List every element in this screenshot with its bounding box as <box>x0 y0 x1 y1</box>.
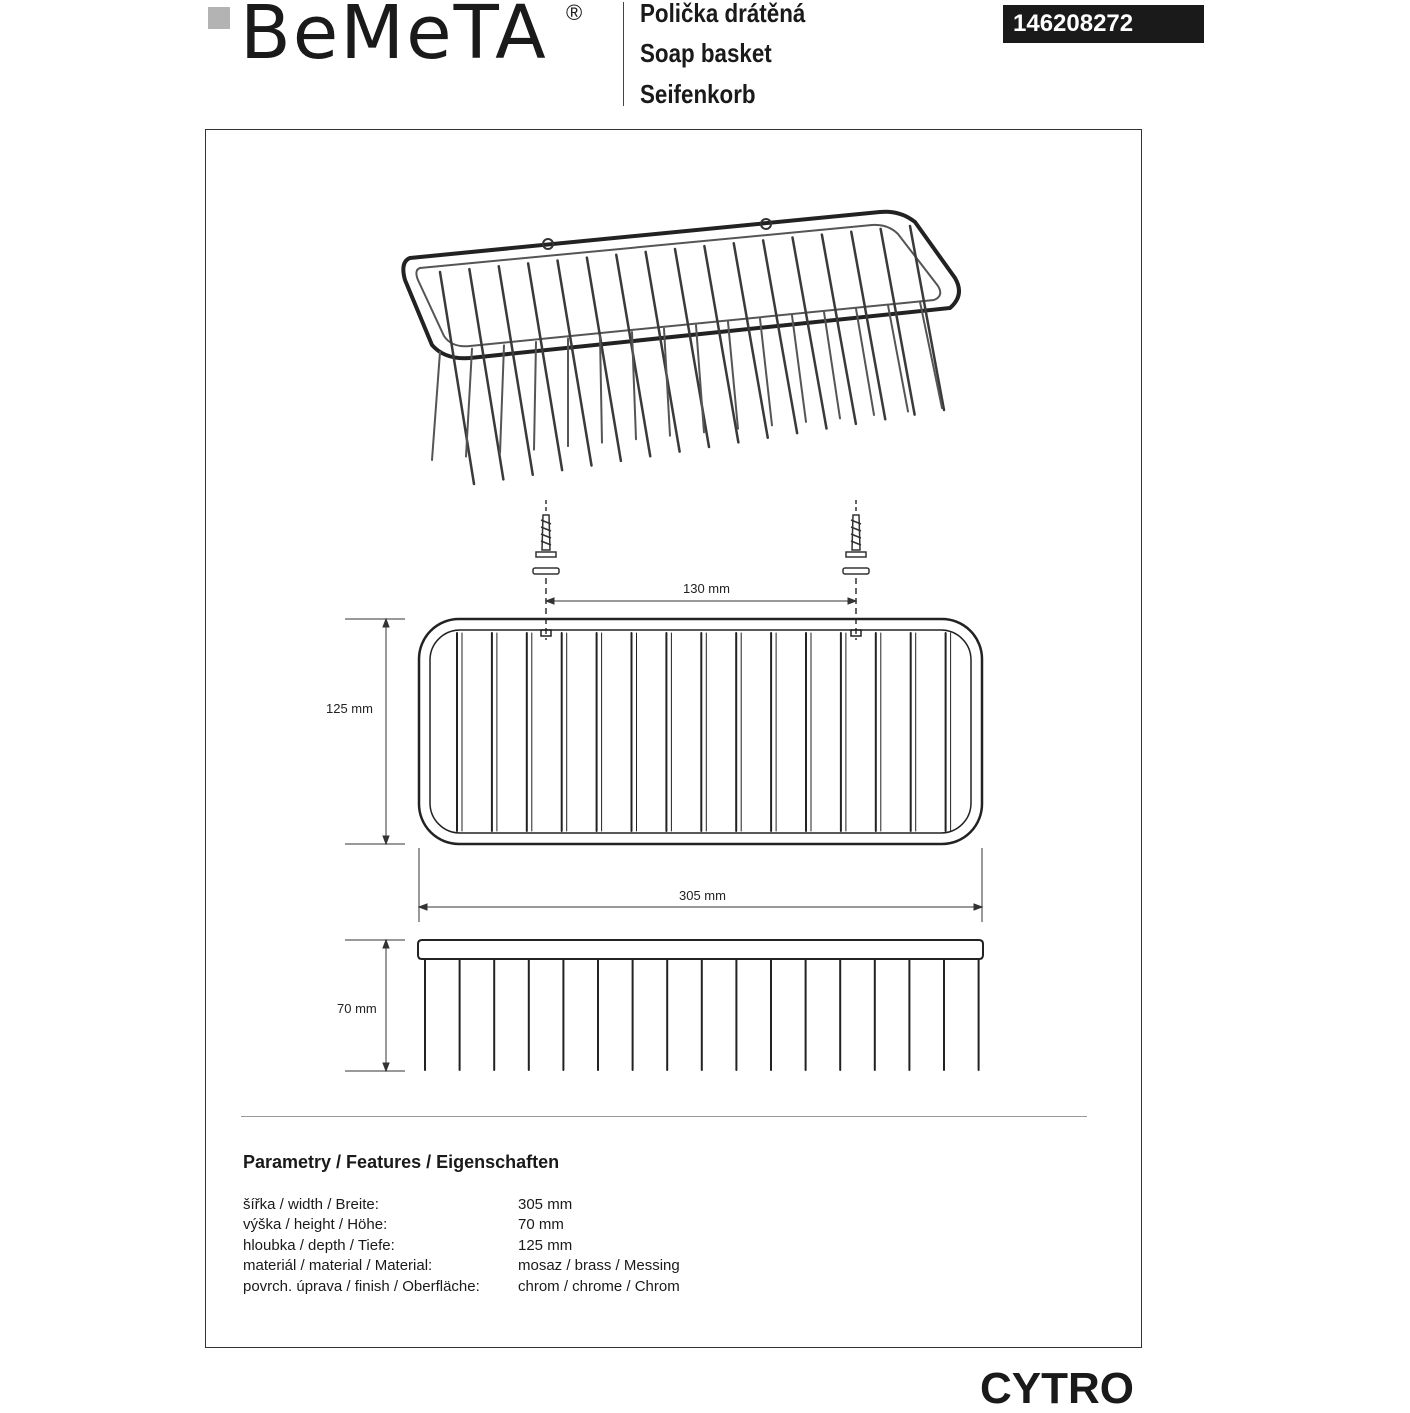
illustration-front-wire <box>534 342 536 450</box>
illustration-front-wire <box>792 315 806 422</box>
title-english: Soap basket <box>640 38 772 68</box>
illustration-front-wire <box>500 345 504 453</box>
dimension-130 <box>546 598 856 604</box>
brand-logo: BeMeTA <box>240 0 548 76</box>
title-czech: Polička drátěná <box>640 0 806 28</box>
illustration-front-wire <box>466 349 472 457</box>
illustration-wire <box>675 249 709 447</box>
feature-value: 125 mm <box>518 1237 573 1254</box>
dimension-label-130: 130 mm <box>683 581 730 596</box>
top-view <box>419 619 982 844</box>
dimension-125 <box>345 619 405 844</box>
illustration-wire <box>704 246 738 442</box>
illustration-wire <box>851 232 885 420</box>
illustration-wire <box>763 240 797 433</box>
feature-label: šířka / width / Breite: <box>243 1196 379 1213</box>
illustration-wire <box>881 229 915 415</box>
feature-value: 70 mm <box>518 1216 564 1233</box>
feature-value: mosaz / brass / Messing <box>518 1257 680 1274</box>
dimension-label-125: 125 mm <box>326 701 373 716</box>
title-german: Seifenkorb <box>640 79 756 109</box>
features-divider <box>241 1116 1087 1117</box>
product-code: 146208272 <box>1003 5 1204 43</box>
series-name: CYTRO <box>980 1364 1134 1413</box>
illustration-wire <box>793 238 827 429</box>
feature-value: 305 mm <box>518 1196 573 1213</box>
side-view <box>418 940 983 1070</box>
illustration-front-wire <box>856 309 874 415</box>
illustration-wire <box>440 272 474 484</box>
illustration-front-wire <box>920 302 942 408</box>
illustration-front-wire <box>664 329 670 436</box>
dimension-label-305: 305 mm <box>679 888 726 903</box>
feature-value: chrom / chrome / Chrom <box>518 1278 680 1295</box>
illustration-wire <box>469 269 503 479</box>
feature-label: výška / height / Höhe: <box>243 1216 388 1233</box>
registered-mark: ® <box>566 0 583 25</box>
feature-label: povrch. úprava / finish / Oberfläche: <box>243 1278 480 1295</box>
feature-label: hloubka / depth / Tiefe: <box>243 1237 395 1254</box>
feature-label: materiál / material / Material: <box>243 1257 433 1274</box>
features-title: Parametry / Features / Eigenschaften <box>243 1152 560 1172</box>
illustration-wire <box>558 261 592 466</box>
illustration-wire <box>587 258 621 461</box>
dimension-label-70: 70 mm <box>337 1001 377 1016</box>
illustration-wire <box>646 252 680 452</box>
illustration-front-wire <box>632 332 636 439</box>
illustration-front-wire <box>432 352 440 460</box>
dimension-305 <box>419 848 982 922</box>
product-illustration <box>403 212 959 484</box>
